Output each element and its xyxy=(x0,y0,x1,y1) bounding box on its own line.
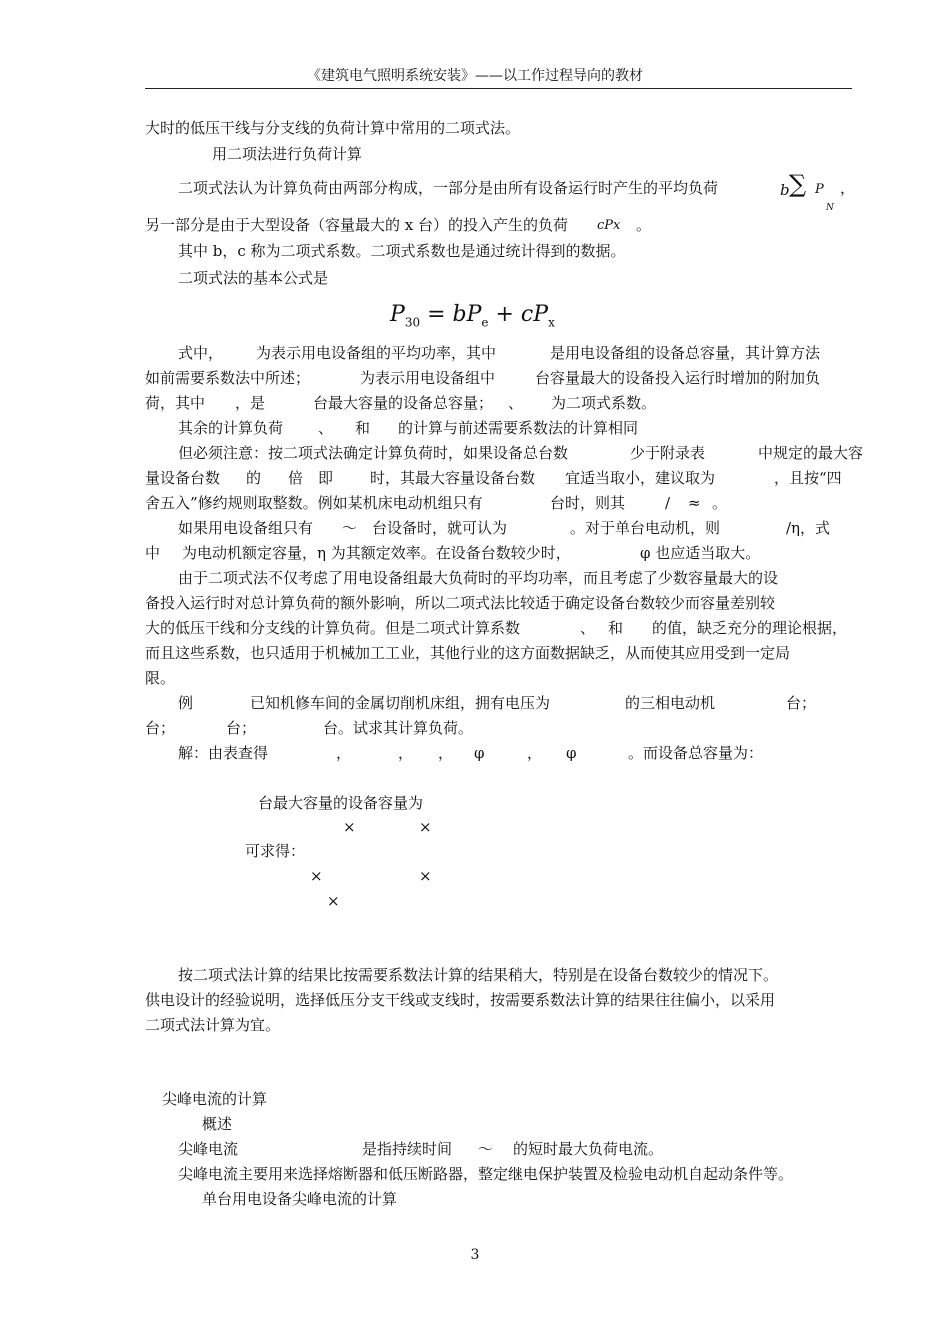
text-line: 可求得： xyxy=(245,842,306,860)
text-line: 和 xyxy=(355,419,371,437)
multiply-sign: × xyxy=(419,867,432,885)
text-line: 荷，其中 xyxy=(145,394,206,412)
text-line: 由于二项式法不仅考虑了用电设备组最大负荷时的平均功率，而且考虑了少数容量最大的设 xyxy=(178,569,779,587)
text-line: 即 xyxy=(318,469,334,487)
text-line: 而且这些系数，也只适用于机械加工工业，其他行业的这方面数据缺乏，从而使其应用受到一定局 xyxy=(145,644,791,662)
text-line: 二项式法的基本公式是 xyxy=(178,269,329,287)
text-line: 量设备台数 xyxy=(145,469,221,487)
text-line: 。而设备总容量为： xyxy=(628,744,764,762)
text-line: 按二项式法计算的结果比按需要系数法计算的结果稍大，特别是在设备台数较少的情况下。 xyxy=(178,966,779,984)
sub-heading: 概述 xyxy=(202,1115,233,1133)
text-line: 宜适当取小，建议取为 xyxy=(565,469,716,487)
text-line: ， xyxy=(840,179,856,197)
math-cPx: cPx xyxy=(597,218,621,233)
text-line: φ xyxy=(474,744,485,762)
text-line: 是用电设备组的设备总容量，其计算方法 xyxy=(550,344,821,362)
page-number: 3 xyxy=(470,1247,480,1263)
text-line: 例 xyxy=(178,694,194,712)
text-line: 倍 xyxy=(288,469,304,487)
text-line: 尖峰电流 xyxy=(178,1140,239,1158)
text-line: 是指持续时间 xyxy=(362,1140,453,1158)
section-heading: 尖峰电流的计算 xyxy=(162,1090,268,1108)
text-line: 如果用电设备组只有 xyxy=(178,519,314,537)
text-line: 、 xyxy=(318,419,334,437)
text-line: 台容量最大的设备投入运行时增加的附加负 xyxy=(535,369,821,387)
text-line: 为二项式系数。 xyxy=(551,394,657,412)
binomial-formula: $P_{30} = bP_e + cP_x$ xyxy=(390,302,555,330)
text-line: 台最大容量的设备总容量； xyxy=(313,394,494,412)
text-line: 、 xyxy=(580,619,596,637)
text-line: φ 也应适当取大。 xyxy=(640,544,761,562)
text-line: ，且按“四 xyxy=(774,469,842,487)
text-line: 台； xyxy=(226,719,257,737)
text-line: 的短时最大负荷电流。 xyxy=(513,1140,664,1158)
text-line: 的三相电动机 xyxy=(625,694,716,712)
text-line: / xyxy=(665,494,671,512)
text-line: 台设备时，就可认为 xyxy=(372,519,508,537)
text-line: 。 xyxy=(636,216,652,234)
text-line: 、 xyxy=(508,394,524,412)
sub-heading: 单台用电设备尖峰电流的计算 xyxy=(202,1190,398,1208)
text-line: 式中， xyxy=(178,344,224,362)
text-line: 为表示用电设备组的平均功率，其中 xyxy=(256,344,497,362)
multiply-sign: × xyxy=(327,892,340,910)
text-line: 中规定的最大容 xyxy=(758,444,864,462)
text-line: ， xyxy=(336,744,352,762)
text-line: ～ xyxy=(342,519,358,537)
text-line: 。 xyxy=(712,494,728,512)
text-line: 。对于单台电动机，则 xyxy=(570,519,721,537)
text-line: φ xyxy=(566,744,577,762)
text-line: 大时的低压干线与分支线的负荷计算中常用的二项式法。 xyxy=(145,119,521,137)
text-line: 其余的计算负荷 xyxy=(178,419,284,437)
sigma-symbol: ∑ xyxy=(789,170,807,198)
multiply-sign: × xyxy=(343,818,356,836)
text-line: 其中 b，c 称为二项式系数。二项式系数也是通过统计得到的数据。 xyxy=(178,242,626,260)
running-header: 《建筑电气照明系统安装》——以工作过程导向的教材 xyxy=(307,68,643,84)
text-line: 少于附录表 xyxy=(630,444,706,462)
text-line: 供电设计的经验说明，选择低压分支干线或支线时，按需要系数法计算的结果往往偏小，以采用 xyxy=(145,991,776,1009)
text-line: 解：由表查得 xyxy=(178,744,269,762)
multiply-sign: × xyxy=(419,818,432,836)
multiply-sign: × xyxy=(310,867,323,885)
text-line: 为表示用电设备组中 xyxy=(360,369,496,387)
text-line: 限。 xyxy=(145,669,176,687)
text-line: 中 xyxy=(145,544,161,562)
text-line: 已知机修车间的金属切削机床组，拥有电压为 xyxy=(250,694,551,712)
text-line: ，是 xyxy=(235,394,266,412)
text-line: 如前需要系数法中所述； xyxy=(145,369,311,387)
math-P: P xyxy=(815,182,824,197)
text-line: ， xyxy=(398,744,414,762)
text-line: 台时，则其 xyxy=(550,494,626,512)
text-line: 二项式法认为计算负荷由两部分构成，一部分是由所有设备运行时产生的平均负荷 xyxy=(178,179,719,197)
text-line: 大的低压干线和分支线的计算负荷。但是二项式计算系数 xyxy=(145,619,521,637)
text-line: 台最大容量的设备容量为 xyxy=(258,794,424,812)
text-line: 另一部分是由于大型设备（容量最大的 x 台）的投入产生的负荷 xyxy=(145,216,568,234)
text-line: 台； xyxy=(145,719,176,737)
text-line: 为电动机额定容量，η 为其额定效率。在设备台数较少时， xyxy=(182,544,571,562)
text-line: 二项式法计算为宜。 xyxy=(145,1016,281,1034)
text-line: 尖峰电流主要用来选择熔断器和低压断路器，整定继电保护装置及检验电动机自起动条件等。 xyxy=(178,1165,794,1183)
text-line: 和 xyxy=(608,619,624,637)
text-line: 的 xyxy=(246,469,262,487)
text-line: ， xyxy=(527,744,543,762)
text-line: ， xyxy=(438,744,454,762)
math-b: b xyxy=(780,181,790,199)
text-line: ≈ xyxy=(688,494,701,512)
text-line: 台。试求其计算负荷。 xyxy=(323,719,474,737)
text-line: 但必须注意：按二项式法确定计算负荷时，如果设备总台数 xyxy=(178,444,569,462)
text-line: 的计算与前述需要系数法的计算相同 xyxy=(398,419,639,437)
text-line: 台； xyxy=(786,694,817,712)
text-line: /η，式 xyxy=(786,519,831,537)
text-line: ～ xyxy=(478,1140,494,1158)
section-heading: 用二项法进行负荷计算 xyxy=(212,145,363,163)
text-line: 舍五入”修约规则取整数。例如某机床电动机组只有 xyxy=(145,494,483,512)
text-line: 的值，缺乏充分的理论根据， xyxy=(652,619,848,637)
text-line: 时，其最大容量设备台数 xyxy=(370,469,536,487)
math-subscript-N: N xyxy=(826,203,834,213)
text-line: 备投入运行时对总计算负荷的额外影响，所以二项式法比较适于确定设备台数较少而容量差别较 xyxy=(145,594,776,612)
header-rule xyxy=(145,88,852,89)
